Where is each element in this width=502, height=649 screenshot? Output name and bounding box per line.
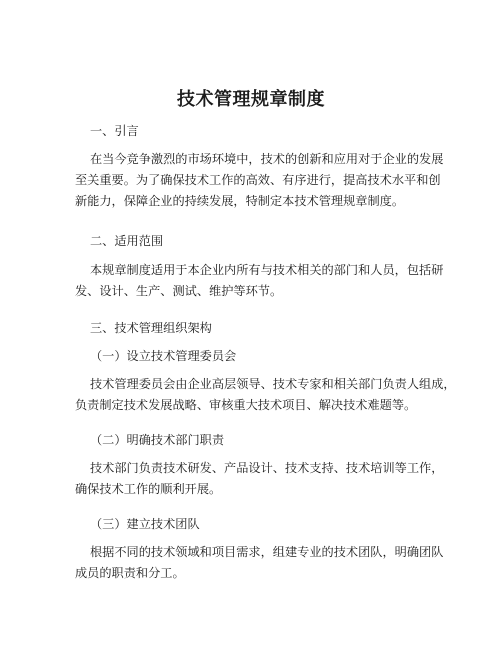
paragraph-line: 确保技术工作的顺利开展。 (75, 482, 222, 496)
subsection-heading: （三）建立技术团队 (90, 517, 200, 531)
subsection-heading: （二）明确技术部门职责 (90, 433, 225, 447)
paragraph-line: 技术管理委员会由企业高层领导、技术专家和相关部门负责人组成， (90, 377, 456, 391)
subsection-heading: （一）设立技术管理委员会 (90, 349, 237, 363)
paragraph-line: 技术部门负责技术研发、产品设计、技术支持、技术培训等工作， (90, 461, 444, 475)
paragraph-line: 成员的职责和分工。 (75, 566, 185, 580)
section-heading-organization: 三、技术管理组织架构 (90, 321, 212, 335)
section-heading-scope: 二、适用范围 (90, 234, 164, 248)
paragraph-line: 在当今竞争激烈的市场环境中，技术的创新和应用对于企业的发展 (90, 152, 444, 166)
paragraph-line: 至关重要。为了确保技术工作的高效、有序进行，提高技术水平和创 (75, 173, 441, 187)
paragraph-line: 新能力，保障企业的持续发展，特制定本技术管理规章制度。 (75, 194, 405, 208)
paragraph-line: 发、设计、生产、测试、维护等环节。 (75, 284, 283, 298)
paragraph-line: 本规章制度适用于本企业内所有与技术相关的部门和人员，包括研 (90, 263, 444, 277)
paragraph-line: 负责制定技术发展战略、审核重大技术项目、解决技术难题等。 (75, 398, 417, 412)
section-heading-intro: 一、引言 (90, 124, 139, 138)
document-title: 技术管理规章制度 (177, 89, 325, 110)
paragraph-line: 根据不同的技术领域和项目需求，组建专业的技术团队，明确团队 (90, 545, 444, 559)
